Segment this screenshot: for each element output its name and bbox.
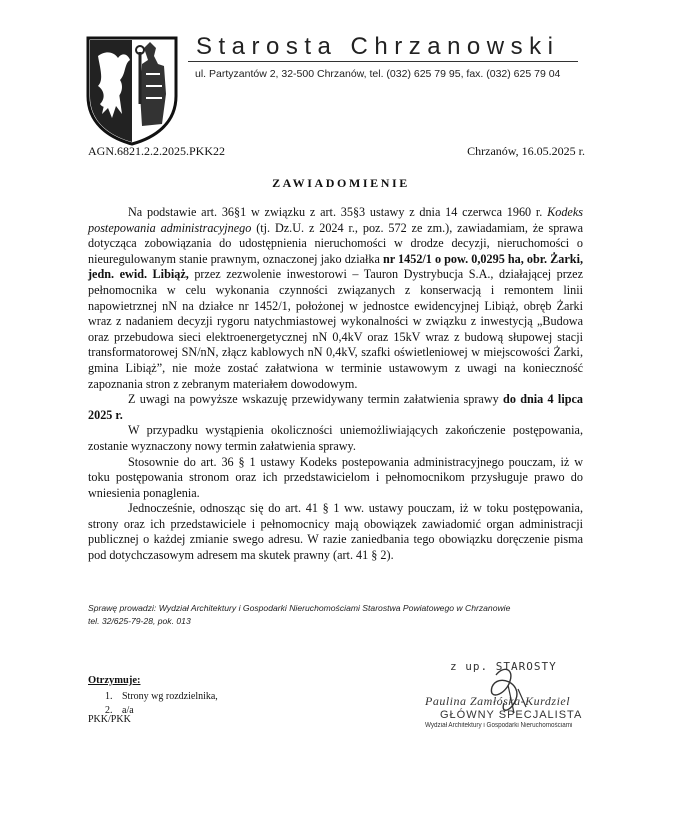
p2-deadline: do dnia 4 lipca 2025 r. (88, 392, 583, 422)
recipient-number: 2. (105, 705, 113, 716)
signatory-name: Paulina Zamłóska-Kurdziel (425, 694, 571, 708)
office-address: ul. Partyzantów 2, 32-500 Chrzanów, tel. (032) 625 79 95, fax. (032) 625 79 04 (195, 68, 561, 80)
p1-parcel: nr 1452/1 o pow. 0,0295 ha, obr. Żarki, jedn. ewid. Libiąż, (88, 251, 584, 282)
paragraph-1 (88, 205, 583, 392)
paragraph-3: W przypadku wystąpienia okoliczności uniemożliwiających zakończenie postępowania, zostanie wyznaczony nowy termin załatwienia sprawy. (88, 423, 583, 453)
paragraph-2 (88, 392, 583, 423)
handler-info (88, 602, 608, 628)
signatory-role: GŁÓWNY SPECJALISTA (440, 709, 583, 721)
paragraph-4: Stosownie do art. 36 § 1 ustawy Kodeks postepowania administracyjnego pouczam, iż w toku postępowania stronom oraz ich przedstawicielom i pełnomocnikom przysługuje prawo do wniesienia ponaglenia. (88, 454, 583, 500)
initials: PKK/PKK (88, 714, 131, 725)
recipients-label: Otrzymuje: (88, 675, 141, 686)
recipient-number: 1. (105, 691, 113, 702)
handler-line-2: tel. 32/625-79-28, pok. 013 (88, 616, 191, 626)
recipient-text: a/a (122, 705, 134, 716)
p1-text-e: przez zezwolenie inwestorowi – Tauron Dystrybucja S.A., działającej przez pełnomocnika w celu wykonania czynności związanych z konserwacją i remontem linii napowietrznej nN na działce nr 1452/1, położonej w jednostce ewidencyjnej Libiąż, obręb Żarki wraz z nadaniem decyzji rygoru natychmiastowej wykonalności w związku z inwestycją „Budowa oraz przebudowa sieci elektroenergetycznej nN 0,4kV oraz 15kV wraz z budową słupowej stacji transformatorowej SN/nN, złącz kablowych nN 0,4kV, szafki oświetleniowej w miejscowości Żarki, gmina Libiąż”, nie może zostać załatwiona w terminie ustawowym z uwagi na konieczność zapoznania stron z zebranym materiałem dowodowym. (88, 267, 583, 391)
document-heading: ZAWIADOMIENIE (272, 176, 410, 190)
handler-line-1: Sprawę prowadzi: Wydział Architektury i Gospodarki Nieruchomościami Starostwa Powiatowego w Chrzanowie (88, 603, 511, 613)
paragraph-5: Jednocześnie, odnosząc się do art. 41 § 1 ww. ustawy pouczam, iż w toku postępowania, strony oraz ich przedstawiciele i pełnomocnicy mają obowiązek zawiadomić organ administracji publicznej o każdej zmianie swego adresu. W razie zaniedbania tego obowiązku doręczenie pisma pod dotychczasowym adresem ma skutek prawny (art. 41 § 2). (88, 501, 583, 563)
p2-text: Z uwagi na powyższe wskazuję przewidywany termin załatwienia sprawy (128, 392, 504, 407)
p1-act-name: Kodeks postepowania administracyjnego (88, 205, 583, 235)
recipient-item (105, 690, 218, 704)
recipient-text: Strony wg rozdzielnika, (122, 691, 218, 702)
case-reference: AGN.6821.2.2.2025.PKK22 (88, 144, 226, 158)
document-body (88, 205, 583, 564)
p1-text-c: (tj. Dz.U. z 2024 r., poz. 572 ze zm.), zawiadamiam, że sprawa dotycząca zobowiązania do udostępnienia nieruchomości w drodze decyzji, nieruchomości o nieuregulowanym stanie prawnym, oznaczonej jako działka (88, 220, 583, 266)
on-behalf-stamp: z up. STAROSTY (450, 660, 557, 673)
signatory-department: Wydział Architektury i Gospodarki Nieruchomościami (425, 722, 573, 729)
coat-of-arms-emblem (84, 34, 180, 146)
office-title: Starosta Chrzanowski (196, 33, 560, 60)
document-date: Chrzanów, 16.05.2025 r. (467, 144, 585, 158)
header-rule (188, 61, 578, 62)
p1-text-a: Na podstawie art. 36§1 w związku z art. 35§3 ustawy z dnia 14 czerwca 1960 r. (128, 205, 548, 219)
